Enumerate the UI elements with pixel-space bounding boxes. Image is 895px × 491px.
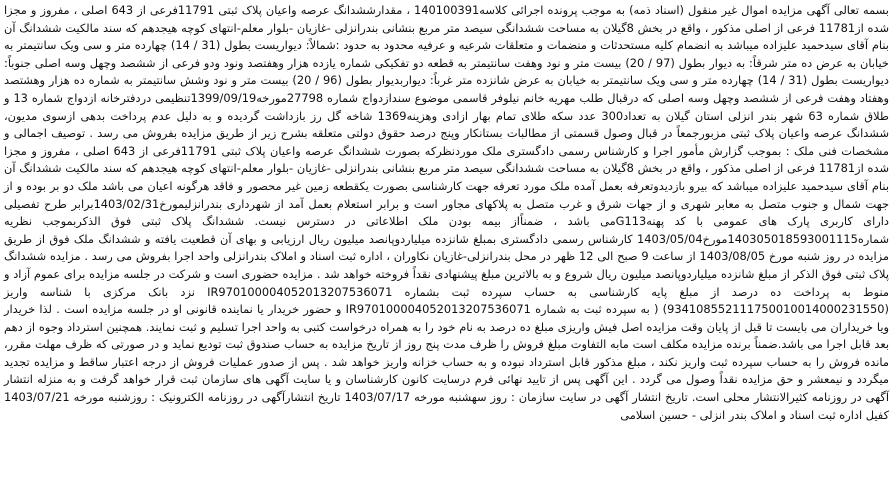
- auction-notice-text: بسمه تعالی آگهی مزایده اموال غیر منقول (اسناد ذمه) به موجب پرونده اجرائی کلاسه140100391 ، مقدارششدانگ عرصه واعیان پلاک ثبتی 11791فرعی از 643 اصلی ، مفروز و مجزا شده از11781 فرعی از اصلی مذکور ، واقع در بخش 8گیلان به مساحت ششدانگی سیصد متر مربع بنشانی بندرانزلی -غازیان -بلوار معلم-انتهای کوچه هیجدهم که سند مالکیت ششدانگ آن بنام آقای سیدحمید علیزاده میباشد به انضمام کلیه مستحدثات و منضمات و متعلقات شرعیه و عرفیه محدود به حدود :شمالاً: دیواریست بطول (31 / 14) چهارده متر و سی ویک سانتیمتر به خیابان به عرض ده متر شرقاً: به دیوار بطول (97 / 20) بیست متر و نود وهفت سانتیمتر به قطعه دو تفکیکی شماره یازده هزار وهفتصد ونود ودو فرعی از ششصد وچهل وسه اصلی جنوباً: دیواریست بطول (31 / 14) چهارده متر و سی ویک سانتیمتر به خیابان به عرض شانزده متر غرباً: دیواربدیوار بطول (96 / 20) بیست متر و نود وشش سانتیمتر به شماره ده هزار وهشتصد وهفتاد وهفت فرعی از ششصد وچهل وسه اصلی که درقبال طلب مهریه خانم نیلوفر قاسمی موضوع سندازدواج شماره 27798مورخه1399/09/19تنظیمی دردفترخانه ازدواج شماره 13 و طلاق شماره 63 شهر بندر انزلی استان گیلان به تعداد300 عدد سکه طلای تمام بهار ازادی وهزینه1369 شاخه گل رز بازداشت گردیده و به دلیل عدم پرداخت بدهی ازسوی مدیون، ششدانگ عرصه واعیان پلاک ثبتی مزبورجمعاً در قبال وصول قسمتی از مطالبات بستانکار وپنج درصد حقوق دولتی متعلقه بشرح زیر از طریق مزایده بفروش می رسد . توصیف اجمالی و مشخصات فنی ملک : بموجب گزارش مأمور اجرا و کارشناس رسمی دادگستری ملک موردنظرکه بصورت ششدانگ عرصه واعیان پلاک ثبتی 11791فرعی از 643 اصلی ، مفروز و مجزا شده از11781 فرعی از اصلی مذکور ، واقع در بخش 8گیلان به مساحت ششدانگی سیصد متر مربع بنشانی بندرانزلی -غازیان -بلوار معلم-انتهای کوچه هیجدهم که سند مالکیت ششدانگ آن بنام آقای سیدحمید علیزاده میباشد که بیرو بازدیدوتعرفه بعمل آمده ملک مورد تعرفه جهت کارشناسی بصورت یکقطعه زمین غیر محصور و فاقد هرگونه اعیان می باشد ملک دو بر بوده و از جهت شمال و جنوب متصل به معابر شهری و از جهات شرق و غرب متصل به پلاکهای مجاور است و برابر استعلام بعمل آمد از شهرداری بندرانزلیمورخ1403/02/31برابر طرح تفصیلی دارای کاربری پارک های عمومی با کد پهنهG113می باشد ، ضمناًاز بیمه بودن ملک اطلاعاتی در دسترس نیست. ششدانگ پلاک ثبتی فوق الذکربموجب نظریه شماره140305018593001115مورخ1403/05/04 کارشناس رسمی دادگستری بمبلغ شانزده میلیاردوپانصد میلیون ریال ارزیابی و بهای آن قطعیت یافته و ششدانگ ملک فوق از طریق مزایده در روز شنبه مورخ 1403/08/05 از ساعت 9 صبح الی 12 ظهر در محل بندرانزلی-غازیان نکاوران ، اداره ثبت اسناد و املاک بندرانزلی واحد اجرا بفروش می رسد . مزایده ششدانگ پلاک ثبتی فوق الذکر از مبلغ شانزده میلیاردوپانصد میلیون ریال شروع و به بالاترین مبلغ پیشنهادی نقداً فروخته خواهد شد . مزایده حضوری است و شرکت در جلسه مزایده برای عموم آزاد و منوط به پرداخت ده درصد از مبلغ پایه کارشناسی به حساب سپرده ثبت بشماره IR970100004052013207536071 نزد بانک مرکزی با شناسه واریز (934108552111750010014000231550) ( به سپرده ثبت به شماره IR970100004052013207536071 و حضور خریدار یا نماینده قانونی او در جلسه مزایده است . لذا خریدار ویا خریداران می بایست تا قبل از پایان وقت مزایده اصل فیش واریزی مبلغ ده درصد به نام خود را به همراه درخواست کتبی به واحد اجرا تسلیم و ثبت نمایند. همچنین استرداد وجوه از دهم بعد قابل اجرا می باشد.ضمناً برنده مزایده مکلف است مابه التفاوت مبلغ فروش را ظرف مدت پنج روز از تاریخ مزایده به حساب صندوق ثبت تودیع نماید و در صورتی که ظرف مهلت مقرر، مانده فروش را به حساب سپرده ثبت واریز نکند ، مبلغ مذکور قابل استرداد نبوده و به حساب خزانه واریز خواهد شد . پس از صدور عملیات فروش از درجه اعتبار ساقط و مزایده تجدید میگردد و نیمعشر و حق مزایده نقداً وصول می گردد . این آگهی پس از تایید نهائی فرم درسایت کانون کارشناسان و یا سایت آگهی های سازمان ثبت قرار خواهد گرفت و به منزله انتشار آگهی در روزنامه کثیرالانتشار محلی است. تاریخ انتشار آگهی در سایت سازمان : روز سهشنبه مورخه 1403/07/17 تاریخ انتشارآگهی در روزنامه الکترونیک : روزشنبه مورخه 1403/07/21 کفیل اداره ثبت اسناد و املاک بندر انزلی - حسین اسلامی: [4, 3, 890, 422]
